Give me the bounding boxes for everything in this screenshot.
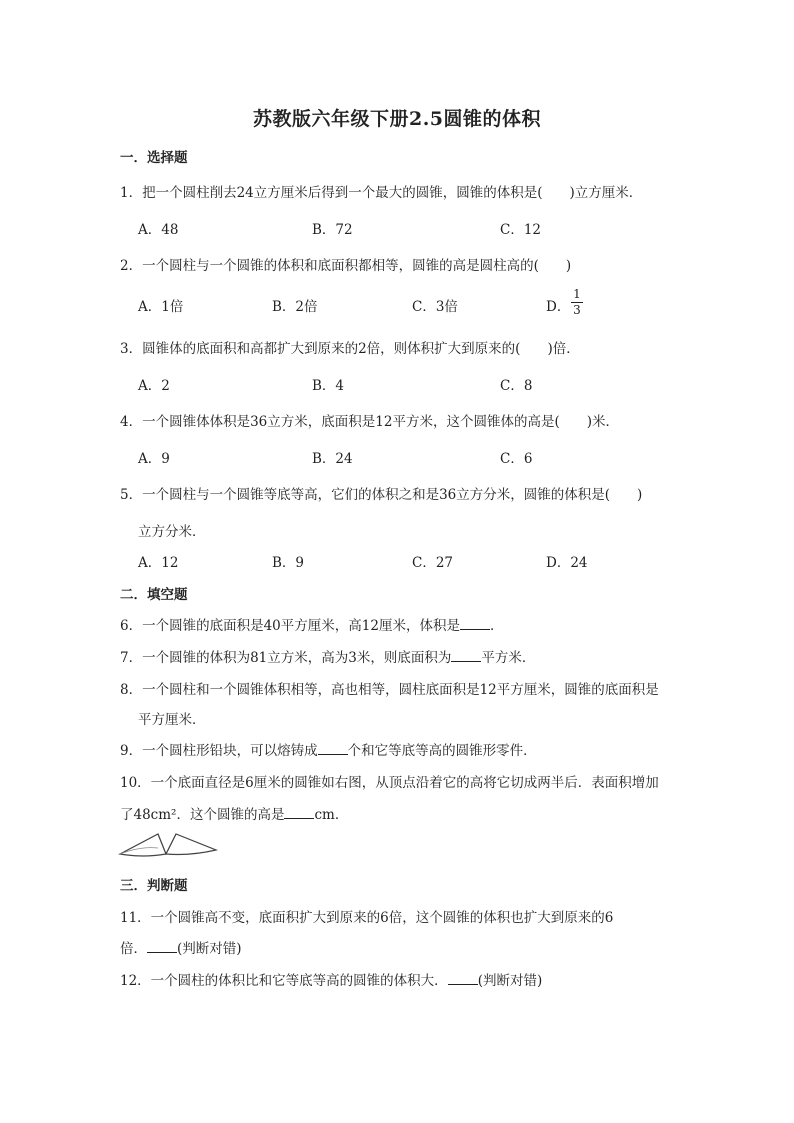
section-heading-judge: 三．判断题 bbox=[120, 878, 188, 894]
question-8-continued: 平方厘米． bbox=[138, 712, 206, 728]
q5-option-a: A．12 bbox=[138, 555, 179, 571]
q3-option-a: A．2 bbox=[138, 378, 170, 394]
q11-answer-blank[interactable] bbox=[147, 951, 177, 953]
q9-text: 9．一个圆柱形铅块，可以熔铸成 bbox=[120, 743, 318, 759]
q4-option-c: C．6 bbox=[500, 451, 533, 467]
q9-suffix: 个和它等底等高的圆锥形零件． bbox=[347, 743, 537, 759]
q10-suffix: cm． bbox=[314, 807, 349, 823]
q1-option-a: A．48 bbox=[138, 222, 179, 238]
q10-answer-blank[interactable] bbox=[284, 817, 314, 819]
q7-answer-blank[interactable] bbox=[451, 660, 481, 662]
q4-option-a: A．9 bbox=[138, 451, 170, 467]
question-5-continued: 立方分米． bbox=[138, 524, 206, 540]
question-10-continued bbox=[120, 803, 348, 823]
q1-option-b: B．72 bbox=[312, 222, 353, 238]
fraction-denominator: 3 bbox=[573, 303, 581, 317]
question-3: 3．圆锥体的底面积和高都扩大到原来的2倍，则体积扩大到原来的( )倍． bbox=[120, 341, 580, 357]
fraction-numerator: 1 bbox=[573, 287, 581, 301]
question-1: 1．把一个圆柱削去24立方厘米后得到一个最大的圆锥，圆锥的体积是( )立方厘米． bbox=[120, 185, 643, 201]
q2-option-c: C．3倍 bbox=[412, 299, 458, 315]
cone-cut-face bbox=[158, 834, 176, 854]
q4-option-b: B．24 bbox=[312, 451, 353, 467]
q5-option-c: C．27 bbox=[412, 555, 454, 571]
q12-suffix: (判断对错) bbox=[477, 973, 543, 989]
question-6 bbox=[120, 614, 503, 634]
q9-answer-blank[interactable] bbox=[318, 753, 348, 755]
cone-half-right bbox=[166, 834, 216, 855]
question-7 bbox=[120, 646, 535, 666]
q5-option-d: D．24 bbox=[546, 555, 588, 571]
q12-answer-blank[interactable] bbox=[448, 983, 478, 985]
q11-text: 倍． bbox=[120, 941, 147, 957]
q3-option-b: B．4 bbox=[312, 378, 345, 394]
question-10: 10．一个底面直径是6厘米的圆锥如右图，从顶点沿着它的高将它切成两半后．表面积增加 bbox=[120, 775, 659, 791]
q7-suffix: 平方米． bbox=[481, 650, 536, 666]
question-11: 11．一个圆锥高不变，底面积扩大到原来的6倍，这个圆锥的体积也扩大到原来的6 bbox=[120, 910, 614, 926]
q12-text: 12．一个圆柱的体积比和它等底等高的圆锥的体积大． bbox=[120, 973, 448, 989]
q10-text: 了48cm²．这个圆锥的高是 bbox=[120, 807, 285, 823]
q6-text: 6．一个圆锥的底面积是40平方厘米，高12厘米，体积是 bbox=[120, 618, 460, 634]
question-11-continued bbox=[120, 937, 242, 957]
question-2: 2．一个圆柱与一个圆锥的体积和底面积都相等，圆锥的高是圆柱高的( ) bbox=[120, 258, 572, 274]
cone-cut-figure bbox=[118, 828, 218, 860]
q2-option-d: D． bbox=[546, 299, 571, 315]
question-4: 4．一个圆锥体体积是36立方米，底面积是12平方米，这个圆锥体的高是( )米． bbox=[120, 414, 619, 430]
q5-option-b: B．9 bbox=[272, 555, 305, 571]
q6-answer-blank[interactable] bbox=[460, 628, 490, 630]
fraction-one-third bbox=[571, 288, 583, 317]
page-title: 苏教版六年级下册2.5圆锥的体积 bbox=[252, 108, 542, 130]
question-8: 8．一个圆柱和一个圆锥体积相等，高也相等，圆柱底面积是12平方厘米，圆锥的底面积是 bbox=[120, 682, 659, 698]
q1-option-c: C．12 bbox=[500, 222, 542, 238]
q2-option-a: A．1倍 bbox=[138, 299, 184, 315]
q2-option-b: B．2倍 bbox=[272, 299, 318, 315]
q3-option-c: C．8 bbox=[500, 378, 533, 394]
q6-suffix: ． bbox=[489, 618, 504, 634]
section-heading-fill: 二．填空题 bbox=[120, 587, 188, 603]
q7-text: 7．一个圆锥的体积为81立方米，高为3米，则底面积为 bbox=[120, 650, 452, 666]
question-12 bbox=[120, 969, 542, 989]
question-9 bbox=[120, 739, 537, 759]
q11-suffix: (判断对错) bbox=[177, 941, 242, 957]
question-5: 5．一个圆柱与一个圆锥等底等高，它们的体积之和是36立方分米，圆锥的体积是( ) bbox=[120, 487, 643, 503]
section-heading-choice: 一．选择题 bbox=[120, 150, 188, 166]
